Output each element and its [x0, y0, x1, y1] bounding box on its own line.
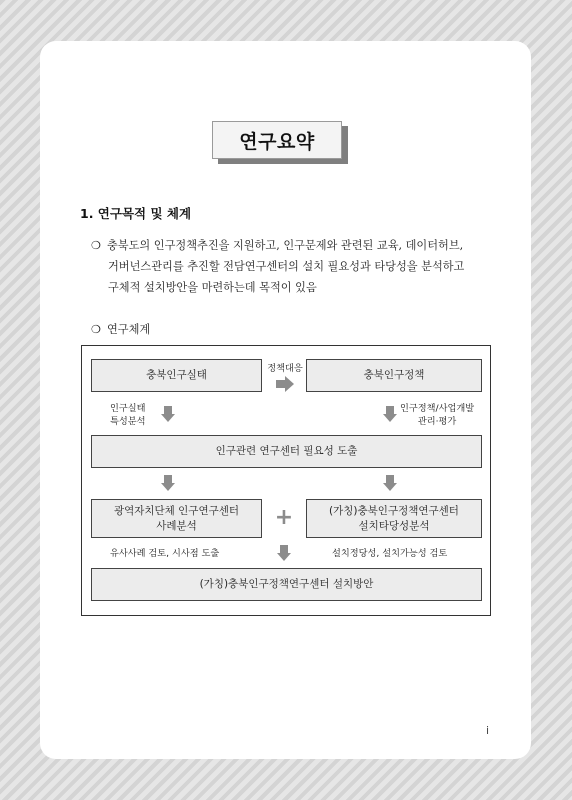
box-population-reality: [91, 359, 262, 392]
box-feasibility-analysis: [306, 499, 482, 538]
box-label: 충북인구실태: [146, 369, 207, 381]
arrow-down-icon: [383, 475, 397, 491]
note-case-review: 유사사례 검토, 시사점 도출: [110, 548, 220, 559]
plus-icon: +: [274, 505, 294, 530]
framework-label: 연구체계: [107, 323, 151, 336]
note-line: 관리·평가: [417, 416, 457, 427]
note-feasibility-review: 설치정당성, 설치가능성 검토: [332, 548, 448, 559]
box-label: (가칭)충북인구정책연구센터 설치방안: [199, 578, 374, 590]
purpose-line: 구체적 설치방안을 마련하는데 목적이 있음: [108, 281, 317, 294]
arrow-down-icon: [383, 406, 397, 422]
arrow-down-icon: [161, 406, 175, 422]
purpose-line: 거버넌스관리를 추진할 전담연구센터의 설치 필요성과 타당성을 분석하고: [108, 260, 465, 273]
purpose-paragraph: [107, 235, 507, 298]
box-label: 충북인구정책: [363, 369, 425, 381]
box-label-line: 광역자치단체 인구연구센터: [113, 504, 240, 517]
box-label-line: 설치타당성분석: [358, 519, 430, 532]
policy-response-label: 정책대응: [267, 363, 303, 374]
purpose-bullet: [91, 235, 507, 298]
box-need-derivation: [91, 435, 482, 468]
circle-bullet-icon: ❍: [91, 323, 101, 336]
arrow-down-icon: [277, 545, 291, 561]
arrow-down-icon: [161, 475, 175, 491]
note-line: 인구정책/사업개발: [400, 403, 475, 414]
note-reality-analysis: [110, 402, 146, 428]
note-line: 인구실태: [110, 403, 146, 414]
framework-bullet: [91, 319, 150, 340]
section-heading: 1. 연구목적 및 체계: [80, 206, 192, 221]
research-framework-diagram: [81, 345, 491, 616]
page-number: i: [485, 724, 489, 737]
box-population-policy: [306, 359, 482, 392]
note-line: 특성분석: [110, 416, 146, 427]
box-regional-case-analysis: [91, 499, 262, 538]
arrow-right-icon: [276, 376, 294, 392]
purpose-line: 충북도의 인구정책추진을 지원하고, 인구문제와 관련된 교육, 데이터허브,: [107, 239, 464, 252]
box-label: 인구관련 연구센터 필요성 도출: [215, 445, 358, 457]
summary-title-block: [212, 121, 350, 165]
box-establishment-plan: [91, 568, 482, 601]
box-label-line: 사례분석: [156, 519, 197, 532]
summary-title: 연구요약: [212, 121, 342, 159]
document-page: [40, 41, 531, 759]
circle-bullet-icon: ❍: [91, 239, 101, 252]
note-policy-development: [400, 402, 474, 428]
box-label-line: (가칭)충북인구정책연구센터: [329, 504, 459, 517]
